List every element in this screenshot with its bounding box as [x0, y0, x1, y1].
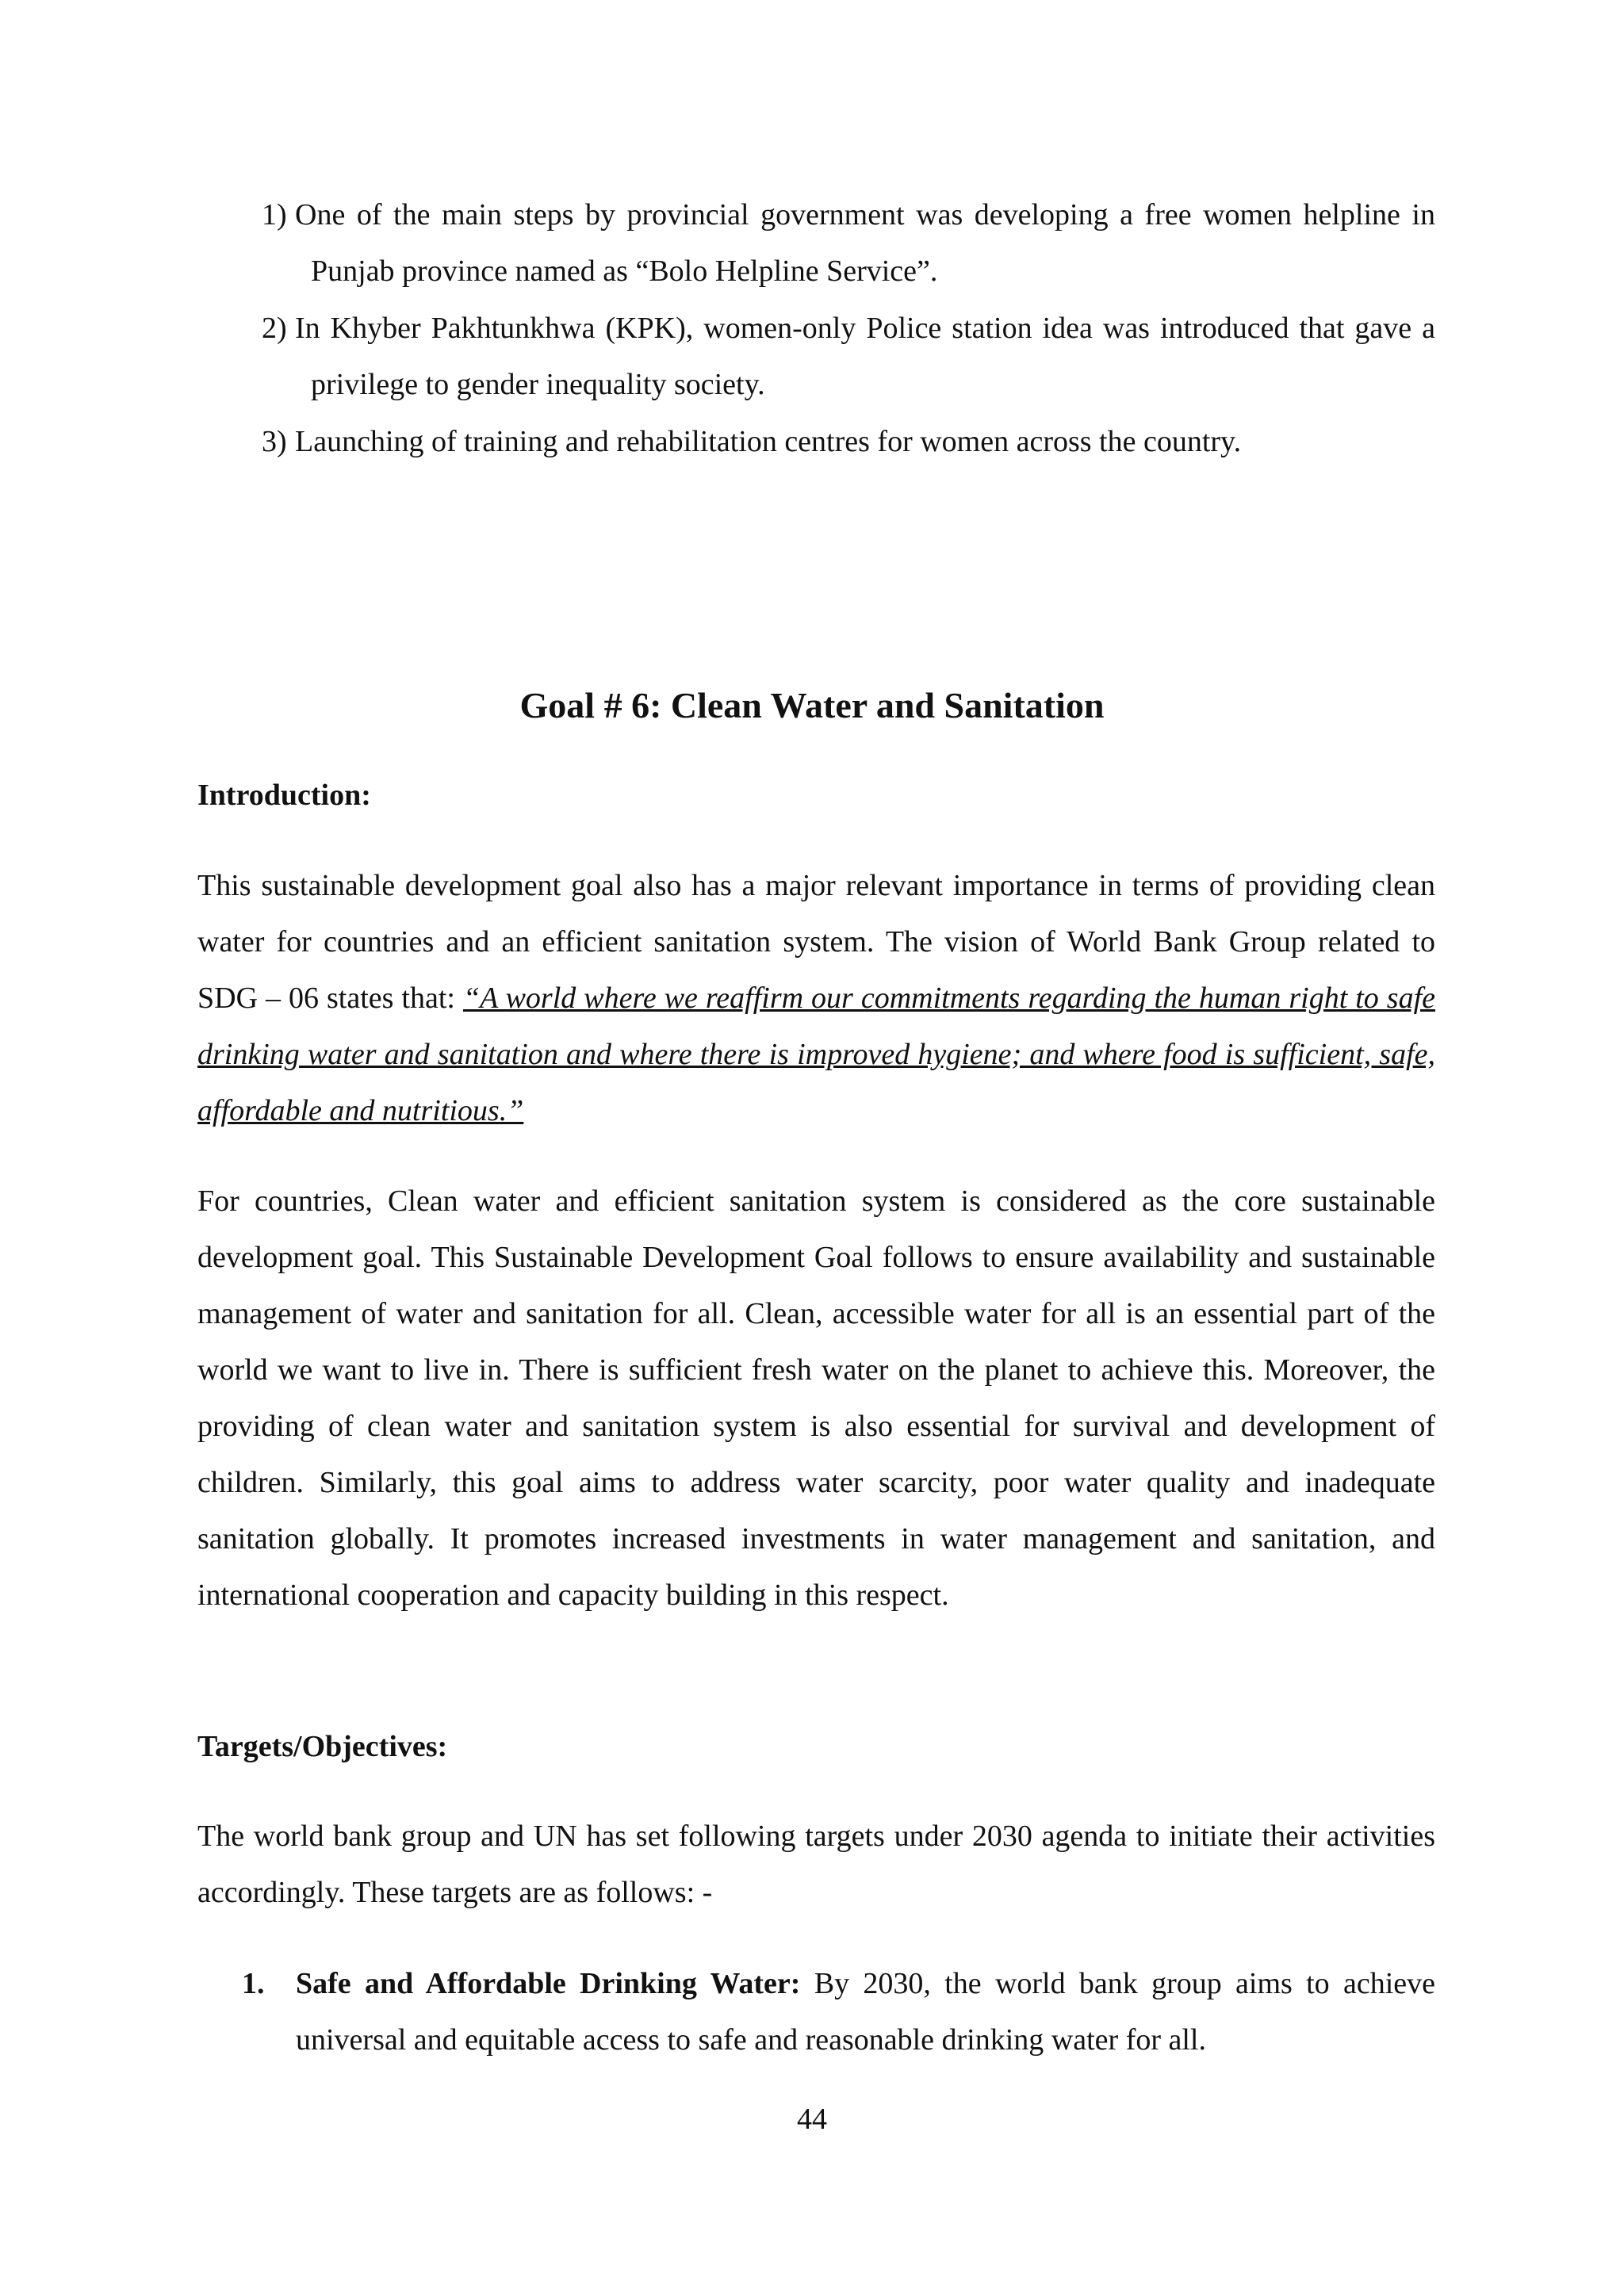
- list-item-text: Launching of training and rehabilitation centres for women across the country.: [295, 425, 1242, 458]
- list-item-number: 2): [262, 312, 287, 345]
- target-item-text: By 2030, the world bank group aims to achieve universal and equitable access to safe and reasonable drinking water for all.: [296, 1967, 1436, 2057]
- target-item-number: 1.: [242, 1967, 265, 2000]
- targets-list: [242, 1956, 1435, 2068]
- list-item-text: In Khyber Pakhtunkhwa (KPK), women-only Police station idea was introduced that gave a privilege to gender inequality society.: [295, 312, 1435, 401]
- introduction-paragraph-1: [197, 858, 1435, 1139]
- list-item-number: 1): [262, 198, 287, 232]
- target-item: [242, 1956, 1435, 2068]
- list-item-number: 3): [262, 425, 287, 458]
- introduction-heading: Introduction:: [197, 779, 371, 812]
- page-number: 44: [797, 2103, 827, 2136]
- list-item: [262, 414, 1435, 470]
- target-item-label: Safe and Affordable Drinking Water:: [296, 1967, 801, 2000]
- introduction-paragraph-1-text: This sustainable development goal also has a major relevant importance in terms of providing clean water for countries and an efficient sanitation system. The vision of World Bank Group related to SDG – 06 states that:: [197, 869, 1435, 1015]
- women-initiatives-list: [262, 187, 1435, 471]
- list-item-text: One of the main steps by provincial government was developing a free women helpline in Punjab province named as “Bolo Helpline Service”.: [295, 198, 1435, 288]
- list-item: [262, 300, 1435, 413]
- targets-intro-paragraph: The world bank group and UN has set following targets under 2030 agenda to initiate their activities accordingly. These targets are as follows: -: [197, 1820, 1435, 1909]
- list-item: [262, 187, 1435, 300]
- introduction-paragraph-2: For countries, Clean water and efficient sanitation system is considered as the core sustainable development goal. This Sustainable Development Goal follows to ensure availability and sustainable management of water and sanitation for all. Clean, accessible water for all is an essential part of the world we want to live in. There is sufficient fresh water on the planet to achieve this. Moreover, the providing of clean water and sanitation system is also essential for survival and development of children. Similarly, this goal aims to address water scarcity, poor water quality and inadequate sanitation globally. It promotes increased investments in water management and sanitation, and international cooperation and capacity building in this respect.: [197, 1184, 1435, 1612]
- goal-heading: Goal # 6: Clean Water and Sanitation: [519, 685, 1105, 725]
- world-bank-vision-quote: “A world where we reaffirm our commitments regarding the human right to safe drinking water and sanitation and where there is improved hygiene; and where food is sufficient, safe, affordable and nutritious.”: [197, 982, 1435, 1127]
- targets-heading: Targets/Objectives:: [197, 1730, 448, 1763]
